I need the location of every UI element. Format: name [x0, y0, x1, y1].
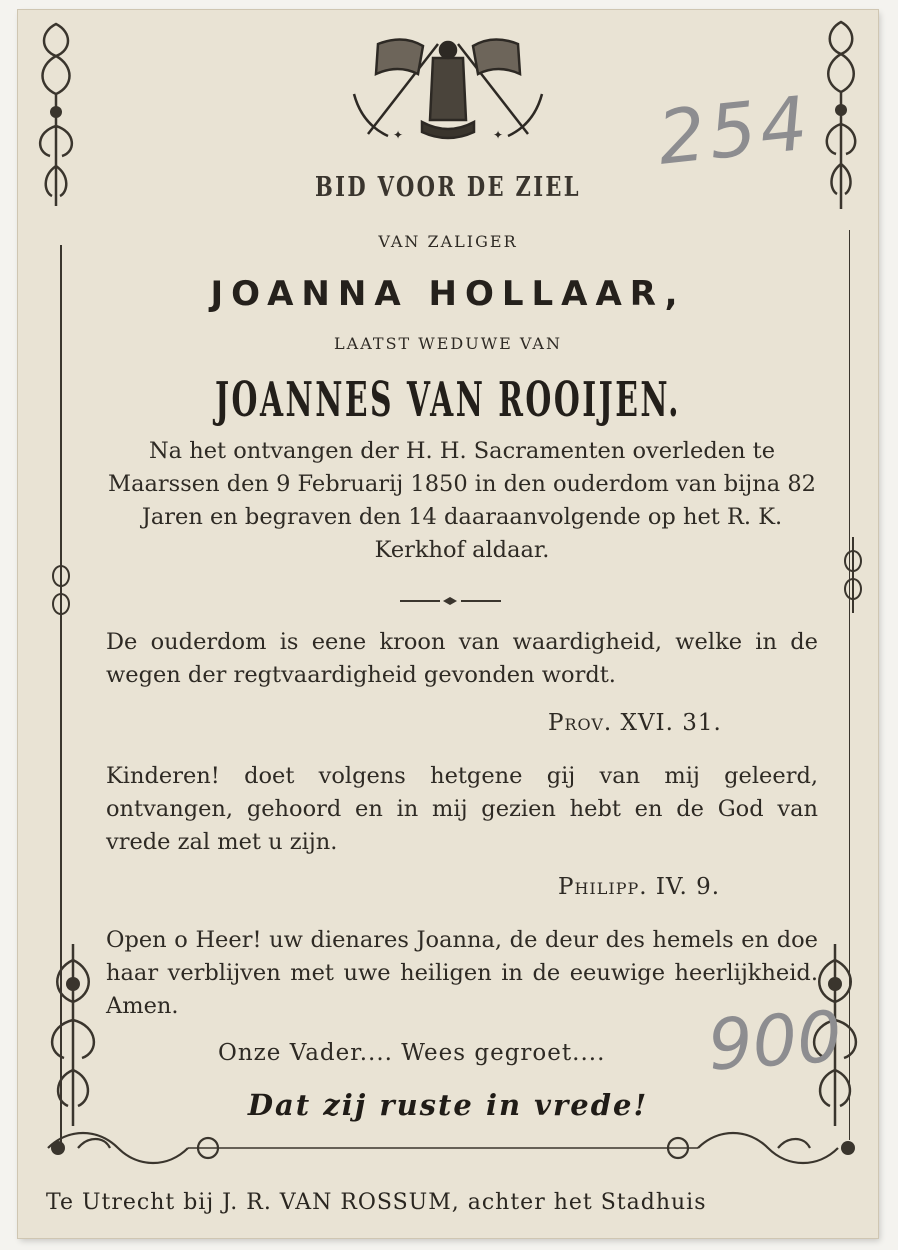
reference-proverbs: Prov. XVI. 31. — [548, 710, 722, 736]
handwritten-number-bottom: 900 — [705, 995, 845, 1087]
floral-ornament-icon — [30, 16, 82, 216]
husband-name: JOANNES VAN ROOIJEN. — [214, 372, 681, 428]
floral-ornament-icon — [818, 14, 864, 214]
quote-proverbs: De ouderdom is eene kroon van waardigheid, welke in de wegen der regtvaardigheid gevonden wordt. — [106, 629, 818, 688]
svg-text:✦: ✦ — [493, 128, 504, 142]
heading-laatst-weduwe: LAATST WEDUWE VAN — [334, 334, 562, 353]
floral-ornament-icon — [840, 535, 866, 615]
bottom-ornament-band — [38, 1122, 868, 1172]
handwritten-number-top: 254 — [653, 80, 816, 182]
quote-philippians: Kinderen! doet volgens hetgene gij van mij geleerd, ontvangen, gehoord en in mij gezien hebt en de God van vrede zal met u zijn. — [106, 763, 818, 855]
floral-ornament-icon — [48, 550, 74, 630]
memorial-card — [18, 10, 878, 1238]
divider-ornament — [398, 596, 503, 606]
prayer-paragraph: Open o Heer! uw dienares Joanna, de deur des hemels en doe haar verblijven met uwe heiligen in de eeuwige heerlijkheid. Amen. — [106, 927, 818, 1019]
printer-imprint: Te Utrecht bij J. R. VAN ROSSUM, achter het Stadhuis — [46, 1190, 707, 1215]
closing-phrase: Dat zij ruste in vrede! — [247, 1088, 649, 1122]
crossed-flags-emblem-icon — [348, 24, 548, 144]
death-notice-paragraph: Na het ontvangen der H. H. Sacramenten overleden te Maarssen den 9 Februarij 1850 in den ouderdom van bijna 82 Jaren en begraven den 14 daaraanvolgende op het R. K. Kerkhof aldaar. — [108, 438, 816, 563]
svg-text:✦: ✦ — [393, 128, 404, 142]
reference-philippians: Philipp. IV. 9. — [558, 874, 721, 900]
deceased-name: JOANNA HOLLAAR, — [210, 274, 686, 314]
heading-bid-voor-de-ziel: BID VOOR DE ZIEL — [315, 172, 581, 203]
prayer-line: Onze Vader.... Wees gegroet.... — [218, 1040, 606, 1066]
heading-van-zaliger: VAN ZALIGER — [378, 232, 518, 251]
